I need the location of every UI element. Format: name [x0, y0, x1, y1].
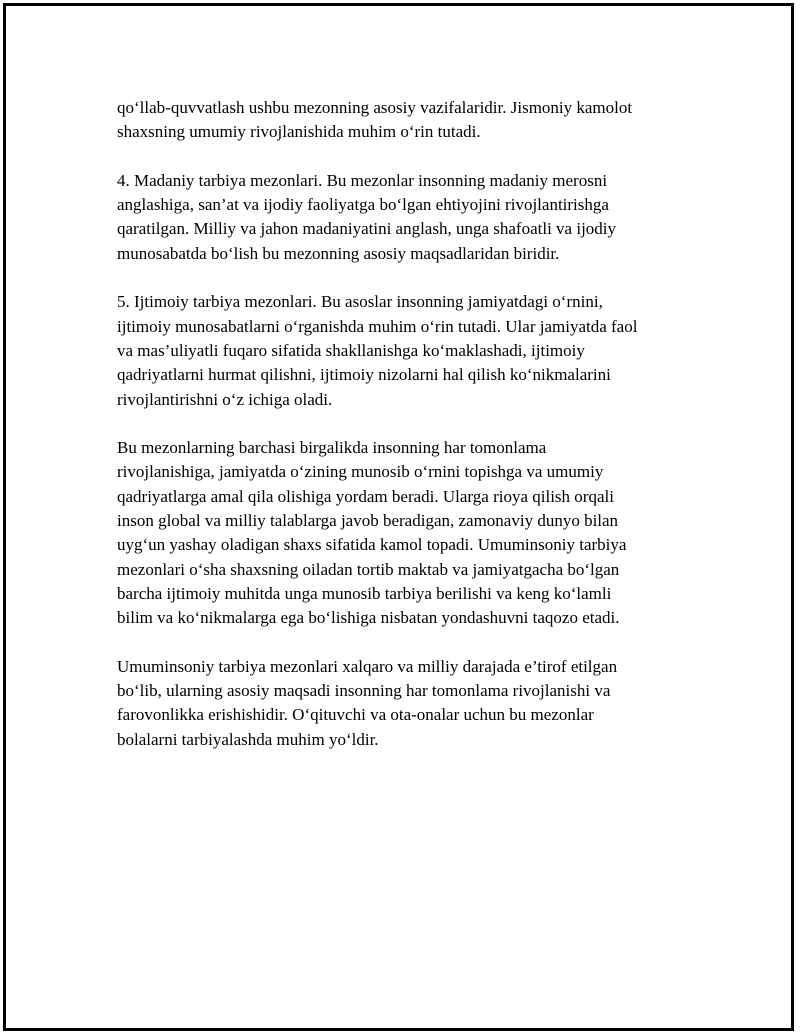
paragraph-physical-continuation: qo‘llab-quvvatlash ushbu mezonning asosiy vazifalaridir. Jismoniy kamolot shaxsning umumiy rivojlanishida muhim o‘rin tutadi.: [117, 98, 633, 142]
document-body: [117, 96, 677, 776]
paragraph-cultural-criteria: 4. Madaniy tarbiya mezonlari. Bu mezonlar insonning madaniy merosni anglashiga, san’at va ijodiy faoliyatga bo‘lgan ehtiyojini rivojlantirishga qaratilgan. Milliy va jahon madaniyatini anglash, unga shafoatli va ijodiy munosabatda bo‘lish bu mezonning asosiy maqsadlaridan biridir.: [117, 170, 617, 263]
paragraph-conclusion: Umuminsoniy tarbiya mezonlari xalqaro va milliy darajada e’tirof etilgan bo‘lib, ularning asosiy maqsadi insonning har tomonlama rivojlanishi va farovonlikka erishishidir. O‘qituvchi va ota-onalar uchun bu mezonlar bolalarni tarbiyalashda muhim yo‘ldir.: [117, 656, 618, 749]
paragraph-summary: Bu mezonlarning barchasi birgalikda insonning har tomonlama rivojlanishiga, jamiyatda o‘zining munosib o‘rnini topishga va umumiy qadriyatlarga amal qila olishiga yordam beradi. Ularga rioya qilish orqali inson global va milliy talablarga javob beradigan, zamonaviy dunyo bilan uyg‘un yashay oladigan shaxs sifatida kamol topadi. Umuminsoniy tarbiya mezonlari o‘sha shaxsning oiladan tortib maktab va jamiyatgacha bo‘lgan barcha ijtimoiy muhitda unga munosib tarbiya berilishi va keng ko‘lamli bilim va ko‘nikmalarga ega bo‘lishiga nisbatan yondashuvni taqozo etadi.: [117, 438, 627, 628]
paragraph-social-criteria: 5. Ijtimoiy tarbiya mezonlari. Bu asoslar insonning jamiyatdagi o‘rnini, ijtimoiy munosabatlarni o‘rganishda muhim o‘rin tutadi. Ular jamiyatda faol va mas’uliyatli fuqaro sifatida shakllanishga ko‘maklashadi, ijtimoiy qadriyatlarni hurmat qilishni, ijtimoiy nizolarni hal qilish ko‘nikmalarini rivojlantirishni o‘z ichiga oladi.: [117, 292, 638, 409]
